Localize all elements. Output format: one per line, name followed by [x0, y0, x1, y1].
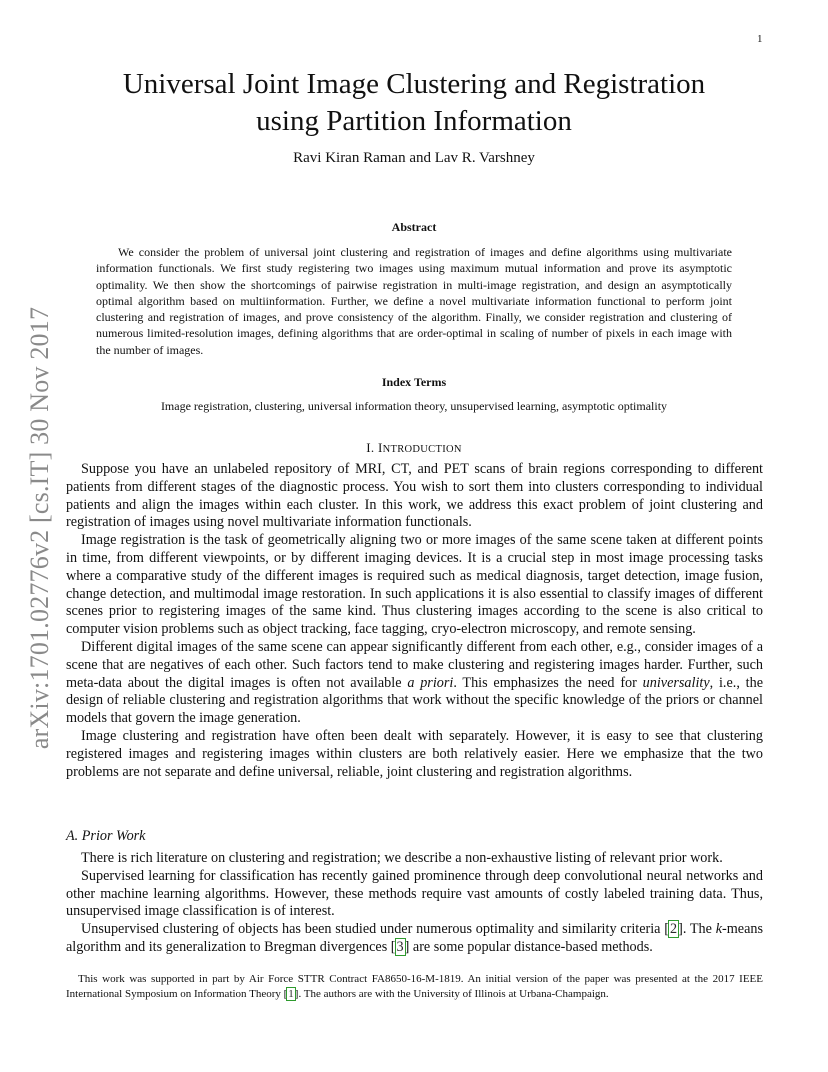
prior-p3-text-a: Unsupervised clustering of objects has been studied under numerous optimality and similarity criteria — [81, 921, 665, 938]
section-name-initial: I — [377, 440, 383, 455]
subsection-heading-prior-work — [66, 828, 145, 845]
intro-p3-emphasis-a-priori: a priori — [407, 674, 454, 691]
arxiv-identifier-stamp: arXiv:1701.02776v2 [cs.IT] 30 Nov 2017 — [25, 306, 54, 750]
subsection-title: Prior Work — [81, 828, 146, 844]
index-terms-heading: Index Terms — [381, 375, 447, 389]
intro-paragraph-2: Image registration is the task of geometrically aligning two or more images of the same scene taken at different points in time, from different viewpoints, or by different imaging devices. It is a crucial step in most image processing tasks where a comparative study of the different images is required such as medical diagnosis, target detection, image fusion, change detection, and multimodal image restoration. In such applications it is also essential to classify images of different scenes prior to registering images of the same kind. Thus clustering images according to the scene is also critical to computer vision problems such as object tracking, face tagging, cryo-electron microscopy, and remote sensing. — [66, 532, 763, 638]
page-number: 1 — [757, 33, 763, 45]
citation-link-2[interactable]: 2 — [669, 921, 678, 938]
index-terms-text: Image registration, clustering, universal information theory, unsupervised learning, asymptotic optimality — [160, 399, 668, 413]
intro-paragraph-3 — [66, 639, 763, 728]
intro-paragraph-4: Image clustering and registration have often been dealt with separately. However, it is easy to see that clustering registered images and registering images within clusters are both relatively easier. Here we emphasize that the two problems are not separate and define universal, reliable, joint clustering and registration algorithms. — [66, 727, 763, 780]
prior-p3-text-d: are some popular distance-based methods. — [409, 938, 653, 955]
section-number: I. — [366, 440, 375, 455]
title-line-1: Universal Joint Image Clustering and Registration — [122, 68, 706, 100]
section-name-rest: NTRODUCTION — [382, 444, 462, 455]
footnote-text-a: This work was supported in part by Air Force STTR Contract FA8650-16-M-1819. An initial version of the paper was presented at the 2017 IEEE International Symposium on Information Theory — [66, 973, 763, 1000]
intro-p3-text-c: , i.e., the design of reliable clustering and registration algorithms that work without the specific knowledge of the priors or channel models that govern the image generation. — [66, 674, 763, 727]
title-line-2: using Partition Information — [256, 105, 572, 137]
prior-p3-text-b: . The — [682, 921, 716, 938]
prior-work-body — [66, 850, 763, 957]
intro-p3-text-a: Different digital images of the same scene can appear significantly different from each other, e.g., consider images of a scene that are negatives of each other. Such factors tend to make clustering and registering images harder. Further, such meta-data about the digital images is often not available — [66, 638, 763, 691]
author-list: Ravi Kiran Raman and Lav R. Varshney — [293, 150, 535, 166]
prior-paragraph-2: Supervised learning for classification has recently gained prominence through deep convolutional neural networks and other machine learning algorithms. However, these methods require vast amounts of costly labeled training data. Thus, unsupervised image classification is of interest. — [66, 867, 763, 920]
funding-footnote: This work was supported in part by Air Force STTR Contract FA8650-16-M-1819. An initial version of the paper was presented at the 2017 IEEE International Symposium on Information Theory [1]. The authors are with the University of Illinois at Urbana-Champaign. — [66, 973, 763, 1000]
intro-paragraph-1: Suppose you have an unlabeled repository of MRI, CT, and PET scans of brain regions corresponding to different patients from different stages of the diagnostic process. You wish to sort them into clusters corresponding to individual patients and align the images within each cluster. In this work, we address this exact problem of joint clustering and registration of images using novel multivariate information functionals. — [66, 461, 763, 531]
citation-link-3[interactable]: 3 — [396, 938, 404, 955]
citation-link-1[interactable]: 1 — [288, 987, 294, 1000]
footnote-text-b: . The authors are with the University of Illinois at Urbana-Champaign. — [298, 987, 609, 1000]
section-heading-introduction — [40, 440, 788, 456]
introduction-body — [66, 461, 763, 781]
intro-p3-emphasis-universality: universality — [642, 674, 710, 691]
prior-p3-text-c: -means algorithm and its generalization to Bregman divergences — [66, 921, 763, 955]
paper-title — [40, 66, 788, 140]
prior-paragraph-3: Unsupervised clustering of objects has been studied under numerous optimality and similarity criteria [2]. The k-means algorithm and its generalization to Bregman divergences [3] are some popular distance-based methods. — [66, 921, 763, 955]
subsection-label: A. — [66, 828, 79, 844]
intro-p3-text-b: . This emphasizes the need for — [453, 674, 643, 691]
abstract-text: We consider the problem of universal joint clustering and registration of images and define algorithms using multivariate information functionals. We first study registering two images using maximum mutual information and prove its asymptotic optimality. We then show the shortcomings of pairwise registration in multi-image registration, and design an asymptotically optimal algorithm based on multiinformation. Further, we define a novel multivariate information functional to perform joint clustering and registration of images, and prove consistency of the algorithm. Finally, we consider registration and clustering of numerous limited-resolution images, defining algorithms that are order-optimal in scaling of number of pixels in each image with the number of images. — [96, 245, 732, 357]
prior-paragraph-1: There is rich literature on clustering and registration; we describe a non-exhaustive listing of relevant prior work. — [81, 850, 723, 866]
abstract-heading: Abstract — [391, 220, 437, 234]
prior-p3-k-variable: k — [715, 921, 723, 938]
